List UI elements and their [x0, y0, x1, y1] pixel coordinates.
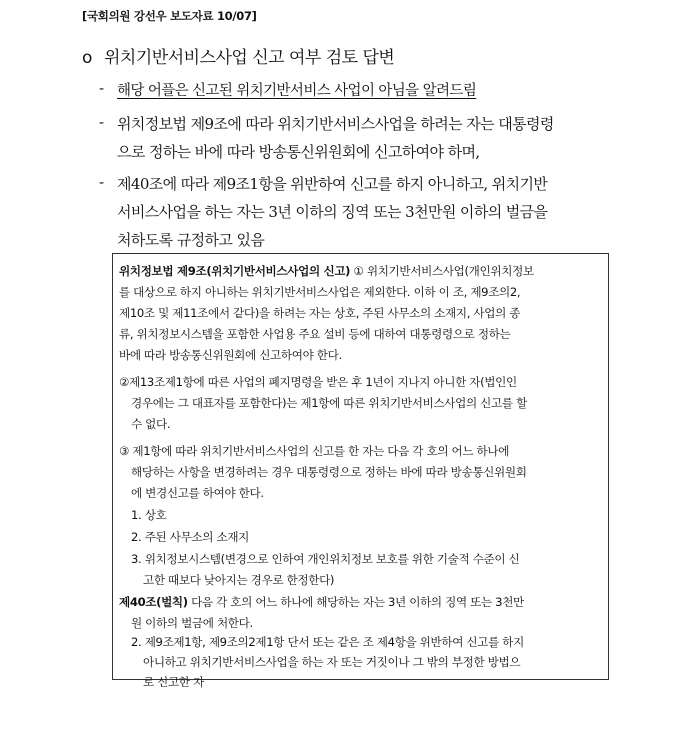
para1-line2: 으로 정하는 바에 따라 방송통신위원회에 신고하여야 하며,: [117, 143, 480, 161]
para2-line2: 서비스사업을 하는 자는 3년 이하의 징역 또는 3천만원 이하의 벌금을: [117, 203, 548, 221]
article9-line5: 바에 따라 방송통신위원회에 신고하여야 한다.: [119, 348, 342, 362]
article9-heading: 위치정보법 제9조(위치기반서비스사업의 신고): [119, 264, 351, 278]
para2-line1: 제40조에 따라 제9조1항을 위반하여 신고를 하지 아니하고, 위치기반: [117, 175, 548, 193]
article40-line1: [119, 594, 524, 610]
dash-marker: -: [99, 113, 105, 131]
article40-item2-line2: 아니하고 위치기반서비스사업을 하는 자 또는 거짓이나 그 밖의 부정한 방법으: [143, 655, 521, 669]
clause3-line2: 해당하는 사항을 변경하려는 경우 대통령령으로 정하는 바에 따라 방송통신위원회: [131, 465, 527, 479]
clause3-line1: ③ 제1항에 따라 위치기반서비스사업의 신고를 한 자는 다음 각 호의 어느 하나에: [119, 444, 510, 458]
dash-marker: -: [99, 173, 105, 191]
para2-line3: 처하도록 규정하고 있음: [117, 231, 265, 249]
section-title: [82, 43, 394, 68]
clause3-line3: 에 변경신고를 하여야 한다.: [131, 486, 264, 500]
clause2-line3: 수 없다.: [131, 417, 171, 431]
article40-item2-line3: 로 신고한 자: [143, 675, 204, 689]
article9-line4: 류, 위치정보시스템을 포함한 사업용 주요 설비 등에 대하여 대통령령으로 정하는: [119, 327, 511, 341]
article9-line3: 제10조 및 제11조에서 같다)을 하려는 자는 상호, 주된 사무소의 소재지, 사업의 종: [119, 306, 521, 320]
list-item-3-line2: 고한 때보다 낮아지는 경우로 한정한다): [143, 573, 335, 587]
article9-line1: [119, 263, 534, 279]
list-item-3-line1: 3. 위치정보시스템(변경으로 인하여 개인위치정보 보호를 위한 기술적 수준이 신: [131, 552, 520, 566]
para1-line1: 위치정보법 제9조에 따라 위치기반서비스사업을 하려는 자는 대통령령: [117, 115, 554, 133]
section-bullet: o: [82, 48, 92, 68]
article40-text: 다음 각 호의 어느 하나에 해당하는 자는 3년 이하의 징역 또는 3천만: [187, 595, 524, 609]
summary-line: 해당 어플은 신고된 위치기반서비스 사업이 아님을 알려드림: [117, 83, 477, 99]
list-item-1: 1. 상호: [131, 508, 167, 522]
article40-line2: 원 이하의 벌금에 처한다.: [131, 616, 253, 630]
article40-heading: 제40조(벌칙): [119, 595, 188, 609]
dash-marker: -: [99, 79, 105, 97]
press-release-header: [국회의원 강선우 보도자료 10/07]: [82, 9, 257, 23]
clause2-line2: 경우에는 그 대표자를 포함한다)는 제1항에 따른 위치기반서비스사업의 신고를 할: [131, 396, 527, 410]
clause2-line1: ②제13조제1항에 따른 사업의 폐지명령을 받은 후 1년이 지나지 아니한 자(법인인: [119, 375, 517, 389]
article9-text: ① 위치기반서비스사업(개인위치정보: [350, 264, 534, 278]
article40-item2-line1: 2. 제9조제1항, 제9조의2제1항 단서 또는 같은 조 제4항을 위반하여 신고를 하지: [131, 635, 524, 649]
section-title-text: 위치기반서비스사업 신고 여부 검토 답변: [104, 48, 395, 68]
law-excerpt-box: [112, 253, 609, 689]
article9-line2: 를 대상으로 하지 아니하는 위치기반서비스사업은 제외한다. 이하 이 조, 제9조의2,: [119, 285, 521, 299]
list-item-2: 2. 주된 사무소의 소재지: [131, 530, 250, 544]
